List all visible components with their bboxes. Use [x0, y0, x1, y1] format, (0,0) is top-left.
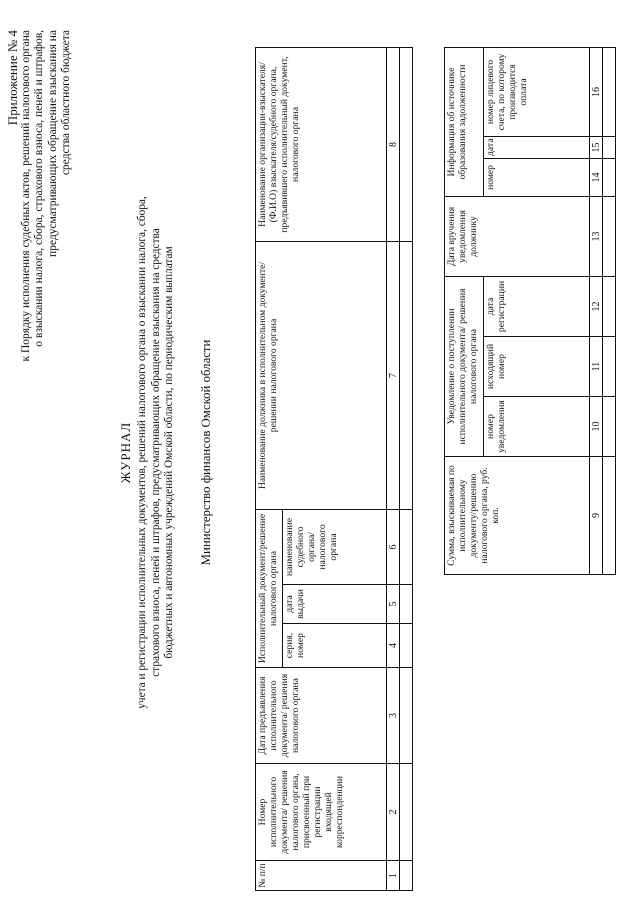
- empty-cell: [400, 668, 413, 764]
- col-header-court-name: наименование судебного органа/ налогового органа: [283, 509, 387, 584]
- empty-cell: [603, 337, 616, 397]
- col-header-doc-number: Номер исполнительного документа/ решения налогового органа, присвоенный при регистрации входящей корреспонденции: [256, 764, 387, 861]
- col-number: 15: [590, 136, 603, 158]
- col-group-executive-document: Исполнительный документ/решение налогового органа: [256, 509, 283, 667]
- col-header-presentation-date: Дата предъявления исполнительного документа/ решения налогового органа: [256, 668, 387, 764]
- journal-subtitle: [136, 60, 177, 845]
- empty-cell: [400, 509, 413, 584]
- col-group-notification: Уведомление о поступлении исполнительного документа/ решения налогового органа: [445, 276, 484, 456]
- empty-cell: [603, 457, 616, 575]
- col-number: 12: [590, 276, 603, 336]
- col-number: 3: [387, 668, 400, 764]
- appendix-block: [6, 30, 74, 590]
- appendix-heading: Приложение № 4: [5, 30, 20, 126]
- col-header-issue-date: дата выдачи: [283, 585, 387, 624]
- col-number: 14: [590, 158, 603, 196]
- col-group-debt-source: Информация об источнике образования задолженности: [445, 47, 484, 196]
- empty-cell: [400, 47, 413, 241]
- col-header-source-number: номер: [484, 158, 590, 196]
- col-number: 10: [590, 397, 603, 457]
- col-header-notification-number: номер уведомления: [484, 397, 590, 457]
- empty-cell: [603, 276, 616, 336]
- empty-cell: [400, 585, 413, 624]
- organization-name: Министерство финансов Омской области: [199, 339, 213, 566]
- journal-subtitle-line: учета и регистрации исполнительных документов, решений налогового органа о взыскании налога, сбора,: [136, 196, 148, 709]
- col-number: 11: [590, 337, 603, 397]
- col-header-debtor-name: Наименование должника в исполнительном документе/решении налогового органа: [256, 241, 387, 509]
- col-number: 4: [387, 624, 400, 668]
- col-number: 6: [387, 509, 400, 584]
- col-number: 16: [590, 47, 603, 136]
- empty-cell: [603, 196, 616, 276]
- col-number: 8: [387, 47, 400, 241]
- journal-table-part1: [255, 47, 413, 891]
- col-header-registration-date: дата регистрации: [484, 276, 590, 336]
- col-number: 13: [590, 196, 603, 276]
- col-number: 9: [590, 457, 603, 575]
- col-header-outgoing-number: исходящий номер: [484, 337, 590, 397]
- empty-cell: [400, 241, 413, 509]
- journal-heading: ЖУРНАЛ: [118, 421, 133, 484]
- col-number: 2: [387, 764, 400, 861]
- col-number: 7: [387, 241, 400, 509]
- col-header-row-number: № п/п: [256, 861, 387, 891]
- journal-table-part2: [444, 47, 616, 575]
- empty-cell: [603, 158, 616, 196]
- empty-cell: [400, 624, 413, 668]
- col-header-account-number: номер лицевого счета, по которому производится оплата: [484, 47, 590, 136]
- col-header-delivery-date: Дата вручения уведомления должнику: [445, 196, 590, 276]
- journal-subtitle-line: страхового взноса, пеней и штрафов, предусматривающих обращение взыскания на средства: [149, 228, 162, 677]
- col-number: 5: [387, 585, 400, 624]
- empty-cell: [400, 861, 413, 891]
- appendix-line: предусматривающих обращение взыскания на: [46, 30, 59, 258]
- col-header-claimant-name: Наименование организации-взыскателя/ (Ф.И.О) взыскателя/судебного органа, предъявившего исполнительный документ, налогового органа: [256, 47, 387, 241]
- empty-cell: [603, 47, 616, 136]
- appendix-line: к Порядку исполнения судебных актов, решений налогового органа: [19, 30, 32, 362]
- col-header-series-number: серия, номер: [283, 624, 387, 668]
- col-header-amount: Сумма, взыскиваемая по исполнительному документу/решению налогового органа, руб. коп.: [445, 457, 590, 575]
- empty-cell: [603, 136, 616, 158]
- col-header-source-date: дата: [484, 136, 590, 158]
- col-number: 1: [387, 861, 400, 891]
- empty-cell: [400, 764, 413, 861]
- appendix-line: средства областного бюджета: [60, 30, 73, 176]
- journal-subtitle-line: бюджетных и автономных учреждений Омской области, по периодическим выплатам: [163, 246, 175, 659]
- empty-cell: [603, 397, 616, 457]
- appendix-line: о взыскании налога, сбора, страхового взноса, пеней и штрафов,: [33, 30, 46, 347]
